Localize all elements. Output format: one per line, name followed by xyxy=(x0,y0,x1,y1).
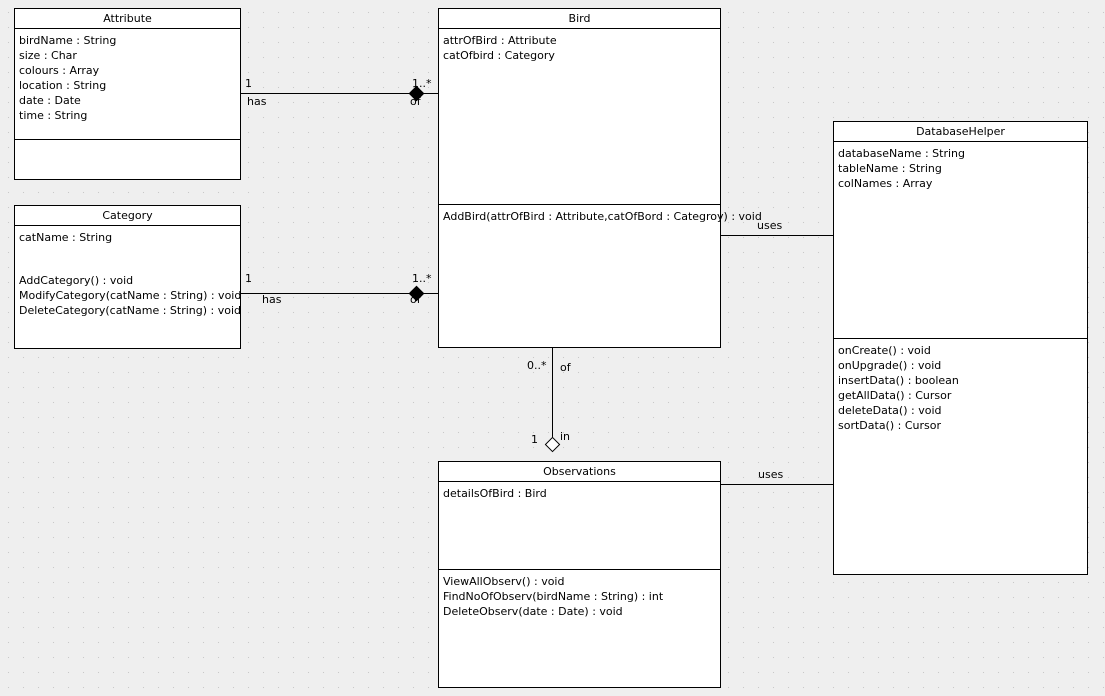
multiplicity-target-attribute-bird: 1..* xyxy=(412,77,432,90)
role-source-bird-observations: of xyxy=(560,361,571,374)
class-operations-category xyxy=(15,269,240,345)
association-line-bird-observations[interactable] xyxy=(552,348,553,446)
association-label-bird-databasehelper: uses xyxy=(757,219,783,232)
operation-row: DeleteCategory(catName : String) : void xyxy=(19,304,242,317)
class-operations-observations xyxy=(439,569,720,689)
class-attributes-category xyxy=(15,226,240,269)
class-box-bird[interactable] xyxy=(438,8,762,348)
association-line-observations-databasehelper[interactable] xyxy=(721,484,833,485)
role-target-bird-observations: in xyxy=(560,430,571,443)
operation-row: FindNoOfObserv(birdName : String) : int xyxy=(443,590,664,603)
attribute-row: tableName : String xyxy=(838,162,942,175)
class-operations-attribute xyxy=(15,139,240,179)
class-name-category: Category xyxy=(15,206,240,226)
attribute-row: catOfbird : Category xyxy=(443,49,555,62)
attribute-row: attrOfBird : Attribute xyxy=(443,34,557,47)
operation-row: deleteData() : void xyxy=(838,404,942,417)
operation-row: sortData() : Cursor xyxy=(838,419,942,432)
attribute-row: date : Date xyxy=(19,94,81,107)
operation-row: onUpgrade() : void xyxy=(838,359,942,372)
class-name-bird: Bird xyxy=(439,9,720,29)
class-box-observations[interactable] xyxy=(438,461,721,688)
multiplicity-source-attribute-bird: 1 xyxy=(245,77,252,90)
attribute-row: catName : String xyxy=(19,231,113,244)
multiplicity-target-bird-observations: 1 xyxy=(531,433,538,446)
operation-row: getAllData() : Cursor xyxy=(838,389,952,402)
attribute-row: databaseName : String xyxy=(838,147,965,160)
role-source-attribute-bird: has xyxy=(247,95,267,108)
class-name-databasehelper: DatabaseHelper xyxy=(834,122,1087,142)
class-box-databasehelper[interactable] xyxy=(833,121,1088,575)
class-operations-databasehelper xyxy=(834,338,1087,575)
attribute-row: size : Char xyxy=(19,49,77,62)
attribute-row: colours : Array xyxy=(19,64,100,77)
attribute-row: colNames : Array xyxy=(838,177,933,190)
operation-row: ViewAllObserv() : void xyxy=(443,575,565,588)
class-box-attribute[interactable] xyxy=(14,8,241,180)
association-line-bird-databasehelper[interactable] xyxy=(721,235,833,236)
role-source-category-bird: has xyxy=(262,293,282,306)
attribute-row: detailsOfBird : Bird xyxy=(443,487,547,500)
class-attributes-databasehelper xyxy=(834,142,1087,338)
multiplicity-source-bird-observations: 0..* xyxy=(527,359,547,372)
operation-row: onCreate() : void xyxy=(838,344,931,357)
class-attributes-bird xyxy=(439,29,720,204)
operation-row: AddCategory() : void xyxy=(19,274,134,287)
role-target-category-bird: of xyxy=(410,293,421,306)
operation-row: insertData() : boolean xyxy=(838,374,959,387)
attribute-row: birdName : String xyxy=(19,34,117,47)
operation-row: ModifyCategory(catName : String) : void xyxy=(19,289,242,302)
association-label-observations-databasehelper: uses xyxy=(758,468,784,481)
attribute-row: time : String xyxy=(19,109,88,122)
class-name-observations: Observations xyxy=(439,462,720,482)
operation-row: DeleteObserv(date : Date) : void xyxy=(443,605,623,618)
multiplicity-target-category-bird: 1..* xyxy=(412,272,432,285)
class-attributes-observations xyxy=(439,482,720,569)
multiplicity-source-category-bird: 1 xyxy=(245,272,252,285)
class-name-attribute: Attribute xyxy=(15,9,240,29)
class-operations-bird xyxy=(439,204,762,347)
class-box-category[interactable] xyxy=(14,205,241,349)
operation-row: AddBird(attrOfBird : Attribute,catOfBord : Categroy) : void xyxy=(443,210,762,223)
class-attributes-attribute xyxy=(15,29,240,139)
role-target-attribute-bird: of xyxy=(410,95,421,108)
attribute-row: location : String xyxy=(19,79,107,92)
